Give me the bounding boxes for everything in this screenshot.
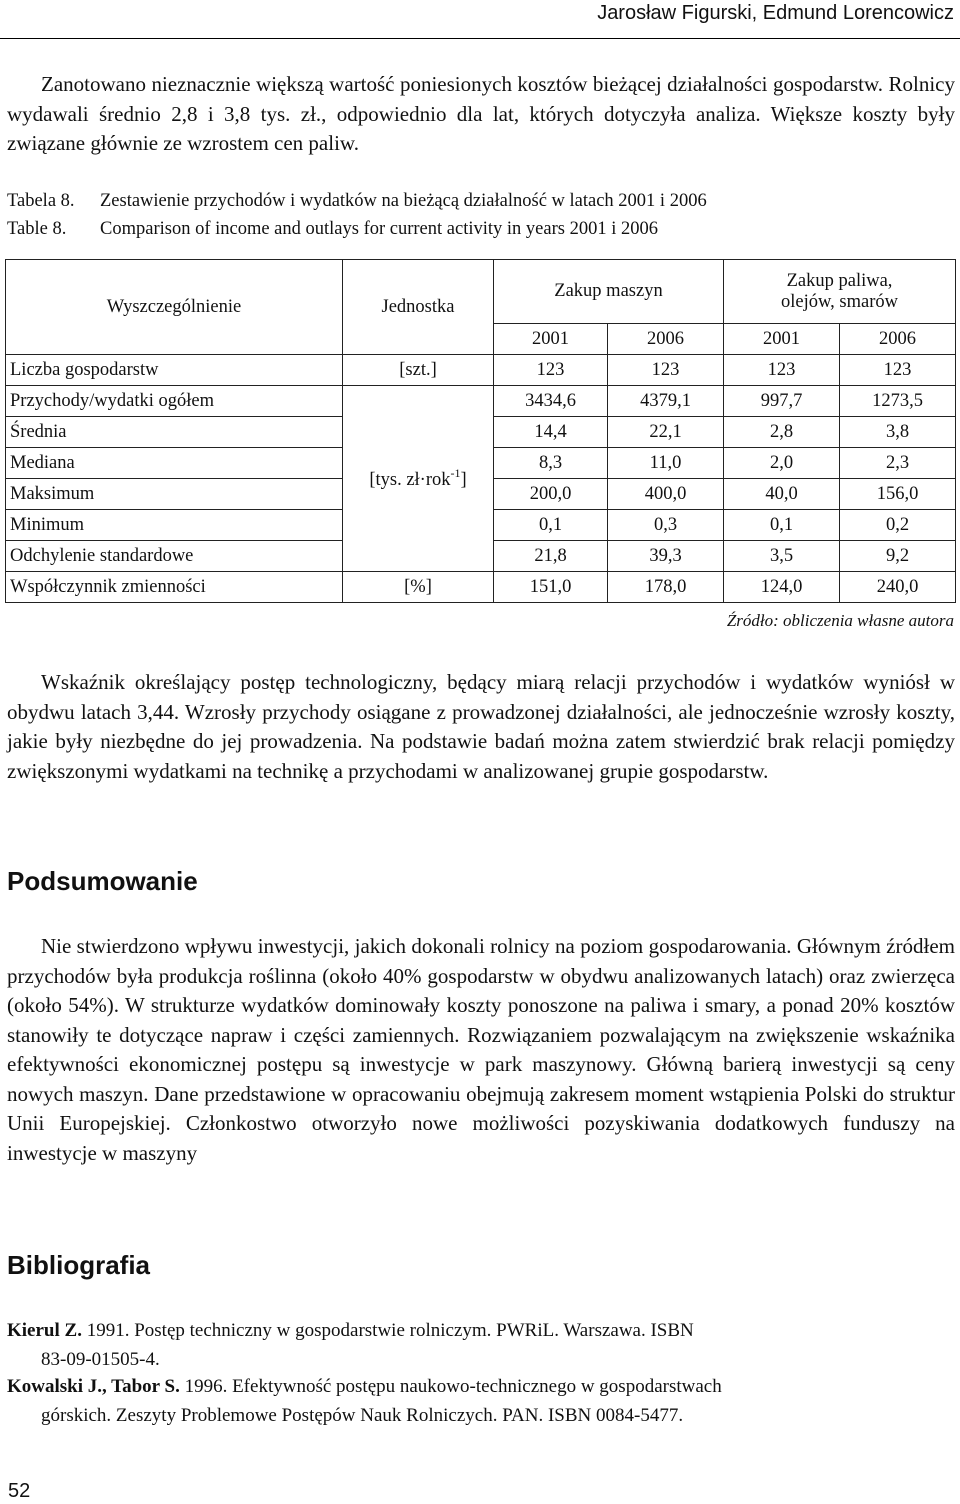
money-unit-cell <box>343 386 494 572</box>
row-label: Średnia <box>6 417 343 448</box>
cell-value: 22,1 <box>608 417 724 448</box>
money-unit-base: [tys. zł·rok <box>369 470 451 490</box>
row-label: Współczynnik zmienności <box>6 572 343 603</box>
bib-author: Kierul Z. <box>7 1320 82 1341</box>
caption-text-en: Comparison of income and outlays for current activity in years 2001 i 2006 <box>100 219 658 239</box>
caption-label-en: Table 8. <box>7 219 67 239</box>
table-row <box>6 355 956 386</box>
cell-value: 0,3 <box>608 510 724 541</box>
header-authors: Jarosław Figurski, Edmund Lorencowicz <box>597 2 954 24</box>
cell-value: 200,0 <box>494 479 608 510</box>
header-year: 2006 <box>840 324 956 355</box>
row-label: Odchylenie standardowe <box>6 541 343 572</box>
table-row <box>6 572 956 603</box>
header-year: 2001 <box>494 324 608 355</box>
bibliography-entry <box>7 1372 955 1430</box>
cell-value: 123 <box>840 355 956 386</box>
section-heading-summary: Podsumowanie <box>7 866 198 896</box>
header-group-machines: Zakup maszyn <box>494 260 724 324</box>
bib-entry-continuation: 83-09-01505-4. <box>41 1349 160 1370</box>
cell-value: 151,0 <box>494 572 608 603</box>
body-paragraph: Wskaźnik określający postęp technologiczny, będący miarą relacji przychodów i wydatków wyniósł w obydwu latach 3,44. Wzrosły przychody osiągane z prowadzonej działalności, ale jednocześnie wzrosły koszty, jakie były niezbędne do jej prowadzenia. Na podstawie badań można zatem stwierdzić brak relacji pomiędzy zwiększonymi wydatkami na technikę a przychodami w analizowanej grupie gospodarstw. <box>7 670 955 783</box>
running-header <box>0 0 960 39</box>
table-source-note: Źródło: obliczenia własne autora <box>726 611 954 630</box>
cell-value: 178,0 <box>608 572 724 603</box>
header-group-fuel-line1: Zakup paliwa, <box>786 270 893 291</box>
cell-value: 2,8 <box>724 417 840 448</box>
money-unit-close: ] <box>460 470 467 490</box>
cell-value: 0,1 <box>724 510 840 541</box>
row-label: Minimum <box>6 510 343 541</box>
bibliography-entry <box>7 1316 955 1374</box>
bib-entry-continuation: górskich. Zeszyty Problemowe Postępów Nauk Rolniczych. PAN. ISBN 0084-5477. <box>41 1405 684 1426</box>
row-label: Przychody/wydatki ogółem <box>6 386 343 417</box>
cell-value: 3,5 <box>724 541 840 572</box>
cell-value: 123 <box>494 355 608 386</box>
intro-paragraph: Zanotowano nieznacznie większą wartość poniesionych kosztów bieżącej działalności gospodarstw. Rolnicy wydawali średnio 2,8 i 3,8 tys. zł., odpowiednio dla lat, których dotyczyła analiza. Większe koszty były związane głównie ze wzrostem cen paliw. <box>7 72 955 155</box>
cell-value: 123 <box>724 355 840 386</box>
header-year: 2006 <box>608 324 724 355</box>
bib-entry-line <box>7 1372 955 1401</box>
cell-value: 123 <box>608 355 724 386</box>
cell-value: 11,0 <box>608 448 724 479</box>
table-caption-pl <box>7 187 955 215</box>
cell-value: 2,0 <box>724 448 840 479</box>
bib-text: 1991. Postęp techniczny w gospodarstwie rolniczym. PWRiL. Warszawa. ISBN <box>86 1320 694 1341</box>
row-label: Mediana <box>6 448 343 479</box>
section-heading-bibliography: Bibliografia <box>7 1250 151 1280</box>
cell-value: 21,8 <box>494 541 608 572</box>
cell-value: 124,0 <box>724 572 840 603</box>
header-year: 2001 <box>724 324 840 355</box>
header-item: Wyszczególnienie <box>6 260 343 355</box>
page-number: 52 <box>8 1480 31 1502</box>
cell-value: 240,0 <box>840 572 956 603</box>
data-table <box>5 259 956 603</box>
cell-value: 997,7 <box>724 386 840 417</box>
header-group-fuel <box>724 260 956 324</box>
cell-value: 8,3 <box>494 448 608 479</box>
cell-value: 3,8 <box>840 417 956 448</box>
cell-value: 14,4 <box>494 417 608 448</box>
row-unit: [szt.] <box>343 355 494 386</box>
row-unit: [%] <box>343 572 494 603</box>
summary-paragraph: Nie stwierdzono wpływu inwestycji, jakich dokonali rolnicy na poziom gospodarowania. Głównym źródłem przychodów była produkcja roślinna (około 40% gospodarstw w obydwu analizowanych latach) oraz zwierzęca (około 54%). W strukturze wydatków dominowały koszty ponoszone na paliwa i smary, a ponad 20% kosztów stanowiły te dotyczące napraw i części zamiennych. Rozwiązaniem pozwalającym na zwiększenie wskaźnika efektywności ekonomicznej postępu są inwestycje w park maszynowy. Główną barierą inwestycji są ceny nowych maszyn. Dane przedstawione w opracowaniu obejmują zakresem moment wstąpienia Polski do struktur Unii Europejskiej. Członkostwo otworzyło nowe możliwości pozyskiwania dodatkowych funduszy na inwestycje w maszyny <box>7 934 955 1165</box>
cell-value: 39,3 <box>608 541 724 572</box>
cell-value: 40,0 <box>724 479 840 510</box>
header-unit: Jednostka <box>343 260 494 355</box>
cell-value: 0,2 <box>840 510 956 541</box>
cell-value: 2,3 <box>840 448 956 479</box>
bib-entry-line <box>7 1316 955 1345</box>
table-caption-en <box>7 215 955 243</box>
cell-value: 1273,5 <box>840 386 956 417</box>
cell-value: 400,0 <box>608 479 724 510</box>
bib-author: Kowalski J., Tabor S. <box>7 1376 180 1397</box>
caption-label-pl: Tabela 8. <box>7 191 75 211</box>
cell-value: 9,2 <box>840 541 956 572</box>
row-label: Liczba gospodarstw <box>6 355 343 386</box>
bib-text: 1996. Efektywność postępu naukowo-technicznego w gospodarstwach <box>184 1376 722 1397</box>
money-unit-sup: -1 <box>450 466 461 480</box>
cell-value: 0,1 <box>494 510 608 541</box>
cell-value: 156,0 <box>840 479 956 510</box>
table-row <box>6 386 956 417</box>
cell-value: 3434,6 <box>494 386 608 417</box>
row-label: Maksimum <box>6 479 343 510</box>
header-group-fuel-line2: olejów, smarów <box>781 291 898 312</box>
caption-text-pl: Zestawienie przychodów i wydatków na bieżącą działalność w latach 2001 i 2006 <box>100 191 707 211</box>
cell-value: 4379,1 <box>608 386 724 417</box>
table-header-row <box>6 260 956 324</box>
